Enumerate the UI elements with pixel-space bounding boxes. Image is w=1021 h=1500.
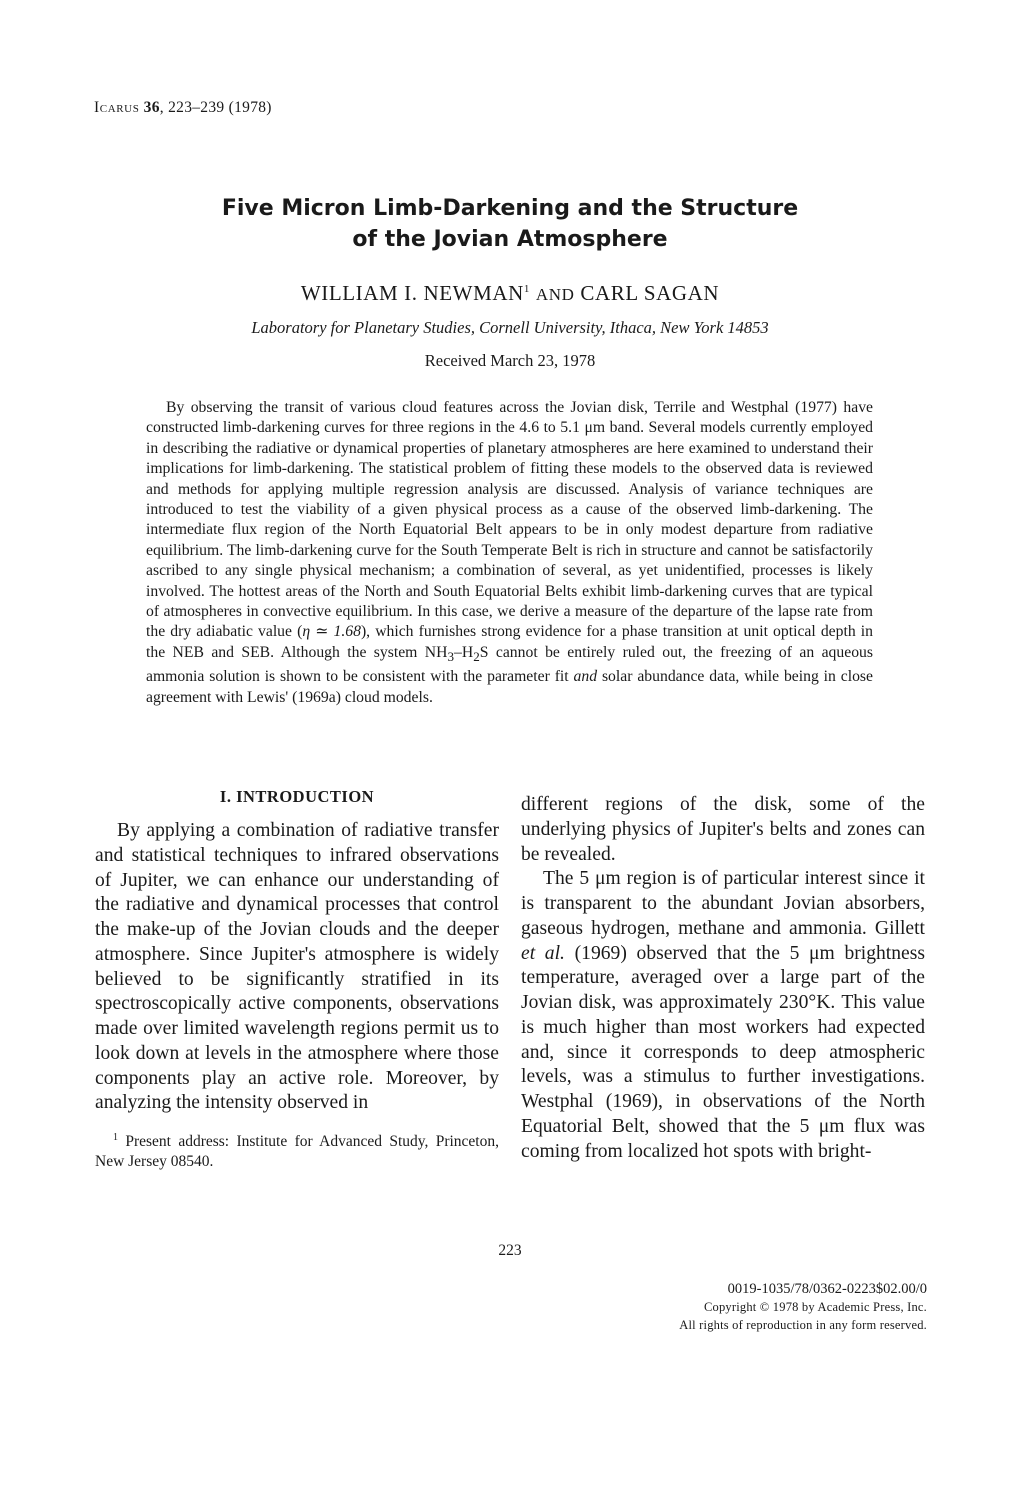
author-1: WILLIAM I. NEWMAN xyxy=(300,281,524,305)
section-heading: I. INTRODUCTION xyxy=(219,787,375,806)
affiliation: Laboratory for Planetary Studies, Cornell University, Ithaca, New York 14853 xyxy=(251,318,769,337)
left-column xyxy=(95,787,499,1172)
footnote-text: Present address: Institute for Advanced Study, Princeton, New Jersey 08540. xyxy=(95,1133,499,1171)
abstract-text-1: By observing the transit of various cloud features across the Jovian disk, Terrile and Westphal (1977) have constructed limb-darkening curves for three regions in the 4.6 to 5.1 μm band. Several models currently employed in describing the radiative or dynamical properties of planetary atmospheres are here examined to understand their implications for limb-darkening. The statistical problem of fitting these models to the observed data is reviewed and methods for applying multiple regression analysis are discussed. Analysis of variance techniques are introduced to test the viability of a given physical process as a cause of the observed limb-darkening. The intermediate flux region of the North Equatorial Belt appears to be in only modest departure from radiative equilibrium. The limb-darkening curve for the South Temperate Belt is rich in structure and cannot be satisfactorily ascribed to any single physical mechanism; a combination of several, as yet unidentified, processes is likely involved. The hottest areas of the North and South Equatorial Belts exhibit limb-darkening curves that are typical of atmospheres in convective equilibrium. In this case, we derive a measure of the departure of the lapse rate from the dry adiabatic value ( xyxy=(146,399,873,641)
title-line-2: of the Jovian Atmosphere xyxy=(352,227,668,252)
right-column xyxy=(521,793,925,1164)
abstract xyxy=(146,398,873,708)
copyright-rights: All rights of reproduction in any form reserved. xyxy=(679,1318,927,1332)
author-1-footnote-mark: 1 xyxy=(523,283,530,295)
author-2: CARL SAGAN xyxy=(580,281,720,305)
copyright-block xyxy=(679,1280,927,1334)
journal-pages-year: , 223–239 (1978) xyxy=(159,99,272,116)
author-line xyxy=(60,281,960,306)
intro-paragraph-2 xyxy=(521,867,925,1164)
copyright-code: 0019-1035/78/0362-0223$02.00/0 xyxy=(727,1281,927,1297)
paper-title xyxy=(60,193,960,255)
formula-h2: –H xyxy=(454,643,474,661)
pages-year-text: 223–239 (1978) xyxy=(168,99,272,116)
formula-nh3-sub: 3 xyxy=(447,649,455,665)
formula-h2-sub: 2 xyxy=(473,649,480,665)
formula-s: S xyxy=(479,643,489,661)
page-number: 223 xyxy=(498,1242,522,1259)
journal-volume: 36 xyxy=(143,99,160,116)
intro-paragraph-1: By applying a combination of radiative transfer and statistical techniques to infrared observations of Jupiter, we can enhance our understanding of the radiative and dynamical processes that control the make-up of the Jovian clouds and the deeper atmosphere. Since Jupiter's atmosphere is widely believed to be significantly stratified in its spectroscopically active components, observations made over limited wavelength regions permit us to look down at levels in the atmosphere where those components play an active role. Moreover, by analyzing the intensity observed in xyxy=(95,820,499,1114)
title-line-1: Five Micron Limb-Darkening and the Structure xyxy=(221,196,799,221)
para2-text-a: The 5 μm region is of particular interest since it is transparent to the abundant Jovian absorbers, gaseous hydrogen, methane and ammonia. Gillett xyxy=(521,868,925,939)
author-conjunction: AND xyxy=(535,285,575,304)
footnote xyxy=(95,1128,499,1172)
para2-text-b: (1969) observed that the 5 μm brightness temperature, averaged over a large part of the Jovian disk, was approximately 230°K. This value is much higher than most workers had expected and, since it corresponds to deep atmospheric levels, was a stimulus to further investigations. Westphal (1969), in observations of the North Equatorial Belt, showed that the 5 μm flux was coming from localized hot spots with bright- xyxy=(521,942,925,1162)
journal-citation xyxy=(94,99,272,117)
abstract-text-3: cannot be entirely ruled out, the freezing of an aqueous ammonia solution is shown to be consistent with the parameter fit xyxy=(146,643,873,686)
abstract-and-italic: and xyxy=(573,668,598,686)
abstract-eta: η ≃ 1.68 xyxy=(302,623,361,641)
received-date: Received March 23, 1978 xyxy=(424,351,596,370)
intro-paragraph-1-cont: different regions of the disk, some of the underlying physics of Jupiter's belts and zones can be revealed. xyxy=(521,794,925,865)
para2-etal: et al. xyxy=(521,942,565,964)
journal-name: Icarus xyxy=(94,99,140,116)
copyright-line: Copyright © 1978 by Academic Press, Inc. xyxy=(703,1300,927,1314)
abstract-text-4: solar abundance data, while being in close agreement with Lewis' (1969a) cloud models. xyxy=(146,668,873,706)
formula-nh3: NH xyxy=(424,643,448,661)
abstract-text-2: ), which furnishes strong evidence for a phase transition at unit optical depth in the NEB and SEB. Although the system xyxy=(146,623,874,661)
footnote-mark: 1 xyxy=(113,1132,118,1143)
